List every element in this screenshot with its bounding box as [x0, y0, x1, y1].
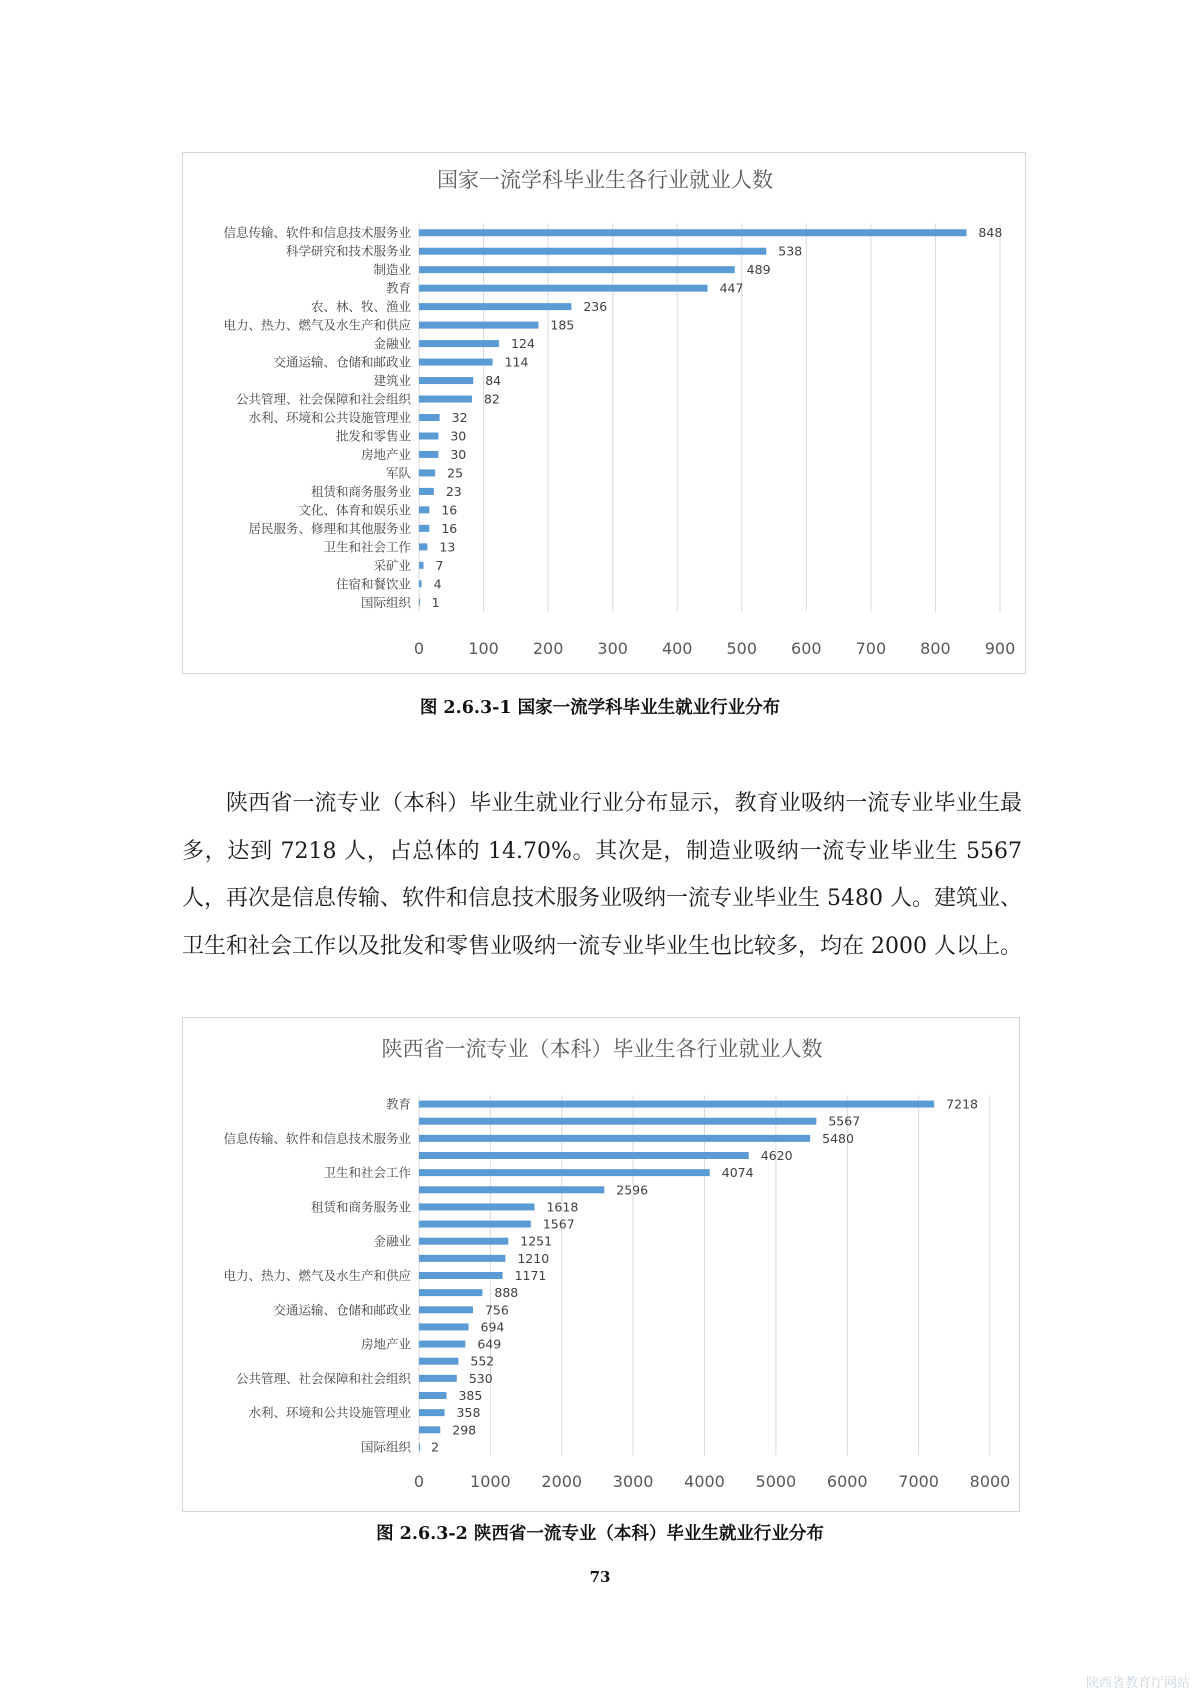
chart-2-bar	[419, 1392, 446, 1399]
chart-1-data-label: 236	[583, 299, 608, 315]
chart-1-data-label: 13	[439, 539, 456, 555]
chart-1-data-label: 32	[451, 410, 468, 425]
chart-2-x-tick: 5000	[755, 1472, 797, 1491]
chart-2-data-label: 694	[480, 1319, 505, 1335]
chart-1-bar	[419, 396, 472, 403]
chart-2-category-label: 教育	[385, 1096, 411, 1112]
chart-2-bar	[419, 1426, 440, 1433]
page-number: 73	[589, 1568, 611, 1586]
chart-2-data-label: 756	[484, 1302, 509, 1318]
chart-1-x-tick: 300	[597, 639, 628, 658]
chart-1-category-label: 卫生和社会工作	[323, 539, 411, 555]
chart-2-data-label: 4074	[721, 1165, 754, 1181]
chart-2-data-label: 552	[470, 1353, 495, 1369]
chart-2-x-tick: 0	[413, 1472, 425, 1491]
chart-2-category-label: 电力、热力、燃气及水生产和供应	[223, 1268, 411, 1283]
chart-2-data-label: 2596	[616, 1182, 649, 1198]
chart-1-x-tick: 900	[984, 639, 1016, 658]
chart-1-category-label: 建筑业	[373, 373, 411, 389]
chart-1-category-label: 租赁和商务服务业	[310, 483, 411, 499]
chart-1-data-label: 25	[447, 465, 464, 481]
chart-2-x-tick: 7000	[898, 1472, 939, 1491]
chart-2-category-label: 租赁和商务服务业	[310, 1199, 411, 1215]
chart-2-data-label: 1171	[514, 1268, 547, 1283]
chart-2-category-label: 交通运输、仓储和邮政业	[273, 1302, 411, 1318]
chart-2-category-label: 房地产业	[360, 1336, 411, 1352]
chart-2-bar	[419, 1118, 816, 1125]
chart-1-bar	[419, 580, 422, 587]
chart-1-bar	[419, 322, 538, 329]
chart-2-category-label: 水利、环境和公共设施管理业	[248, 1405, 411, 1421]
chart-1-category-label: 居民服务、修理和其他服务业	[248, 520, 411, 536]
chart-1-category-label: 农、林、牧、渔业	[310, 299, 411, 315]
chart-2-bar	[419, 1358, 458, 1365]
chart-1-bar	[419, 285, 708, 292]
chart-2-data-label: 1567	[542, 1216, 575, 1232]
chart-2-bar	[419, 1203, 534, 1210]
chart-1-x-tick: 400	[661, 639, 693, 658]
chart-2-bar	[419, 1323, 469, 1330]
chart-2-bar	[419, 1341, 465, 1348]
chart-2	[183, 1018, 1021, 1513]
chart-1-data-label: 16	[441, 520, 458, 536]
chart-2-bar	[419, 1135, 810, 1142]
chart-1-category-label: 教育	[385, 280, 411, 296]
chart-1-data-label: 7	[435, 557, 444, 573]
chart-1-data-label: 538	[778, 243, 803, 259]
chart-2-data-label: 385	[458, 1388, 483, 1403]
chart-2-bar	[419, 1375, 457, 1382]
chart-2-caption: 图 2.6.3-2 陕西省一流专业（本科）毕业生就业行业分布	[376, 1524, 824, 1544]
chart-1-data-label: 114	[504, 354, 529, 370]
chart-1-bar	[419, 340, 499, 347]
chart-1-x-tick: 800	[920, 639, 951, 658]
chart-1-bar	[419, 525, 429, 532]
chart-1-category-label: 公共管理、社会保障和社会组织	[235, 391, 411, 407]
chart-2-data-label: 5567	[828, 1113, 861, 1129]
chart-2-bar	[419, 1101, 934, 1108]
chart-2-category-label: 国际组织	[360, 1439, 411, 1455]
chart-2-frame	[182, 1017, 1020, 1512]
chart-2-bar	[419, 1409, 445, 1416]
chart-2-x-tick: 6000	[826, 1472, 868, 1491]
chart-2-title: 陕西省一流专业（本科）毕业生各行业就业人数	[381, 1037, 823, 1061]
chart-2-bar	[419, 1169, 710, 1176]
chart-1-bar	[419, 303, 571, 310]
chart-2-category-label: 信息传输、软件和信息技术服务业	[223, 1130, 411, 1146]
body-paragraph: 陕西省一流专业（本科）毕业生就业行业分布显示，教育业吸纳一流专业毕业生最多，达到 7218 人，占总体的 14.70%。其次是，制造业吸纳一流专业毕业生 5567 人，再次是信息传输、软件和信息技术服务业吸纳一流专业毕业生 5480 人。建筑业、卫生和社会工作以及批发和零售业吸纳一流专业毕业生也比较多，均在 2000 人以上。	[182, 791, 1022, 959]
chart-1-category-label: 交通运输、仓储和邮政业	[273, 354, 411, 370]
chart-1-category-label: 金融业	[373, 336, 411, 352]
chart-1-bar	[419, 359, 493, 366]
chart-1-x-tick: 200	[532, 639, 564, 658]
chart-1-category-label: 住宿和餐饮业	[335, 576, 411, 592]
chart-2-bar	[419, 1221, 531, 1228]
chart-2-data-label: 649	[477, 1336, 502, 1352]
chart-1-x-tick: 100	[468, 639, 499, 658]
chart-1-category-label: 文化、体育和娱乐业	[298, 502, 411, 518]
chart-1-category-label: 电力、热力、燃气及水生产和供应	[223, 317, 411, 333]
chart-2-bar	[419, 1443, 420, 1450]
chart-1-data-label: 1	[431, 594, 440, 610]
chart-1-bar	[419, 562, 424, 569]
chart-2-x-tick: 2000	[541, 1472, 583, 1491]
chart-2-category-label: 公共管理、社会保障和社会组织	[235, 1370, 411, 1386]
chart-2-data-label: 1618	[546, 1199, 579, 1215]
chart-1-category-label: 房地产业	[360, 446, 411, 462]
chart-1	[183, 153, 1027, 675]
chart-1-caption: 图 2.6.3-1 国家一流学科毕业生就业行业分布	[419, 698, 781, 718]
chart-2-bar	[419, 1152, 749, 1159]
chart-1-bar	[419, 543, 427, 550]
chart-1-bar	[419, 506, 429, 513]
chart-1-data-label: 848	[978, 225, 1003, 241]
chart-2-data-label: 1251	[520, 1233, 553, 1249]
chart-1-category-label: 军队	[385, 465, 411, 481]
chart-1-data-label: 4	[433, 576, 442, 592]
chart-1-bar	[419, 488, 434, 495]
chart-1-x-tick: 500	[726, 639, 758, 658]
watermark: 陕西省教育厅网站	[1085, 1676, 1190, 1691]
chart-2-data-label: 530	[468, 1370, 493, 1386]
chart-2-bar	[419, 1306, 473, 1313]
chart-1-bar	[419, 377, 473, 384]
chart-2-category-label: 金融业	[373, 1233, 411, 1249]
chart-2-bar	[419, 1272, 503, 1279]
chart-1-x-tick: 700	[855, 639, 887, 658]
chart-1-frame	[182, 152, 1026, 674]
chart-1-category-label: 信息传输、软件和信息技术服务业	[223, 225, 411, 241]
chart-2-data-label: 298	[452, 1422, 477, 1438]
chart-1-bar	[419, 599, 420, 606]
chart-2-bar	[419, 1238, 508, 1245]
chart-1-category-label: 水利、环境和公共设施管理业	[248, 410, 411, 425]
chart-1-bar	[419, 248, 766, 255]
chart-1-data-label: 447	[719, 280, 744, 296]
chart-1-bar	[419, 451, 438, 458]
chart-1-data-label: 82	[483, 391, 500, 407]
chart-1-data-label: 16	[441, 502, 458, 518]
chart-2-data-label: 1210	[517, 1250, 550, 1266]
chart-1-category-label: 制造业	[373, 262, 411, 278]
chart-1-category-label: 科学研究和技术服务业	[285, 243, 411, 259]
chart-1-bar	[419, 229, 966, 236]
chart-2-category-label: 卫生和社会工作	[323, 1165, 411, 1181]
chart-1-bar	[419, 432, 438, 439]
chart-2-x-tick: 8000	[969, 1472, 1011, 1491]
chart-2-x-tick: 4000	[684, 1472, 725, 1491]
chart-1-data-label: 124	[511, 336, 535, 352]
chart-1-bar	[419, 414, 440, 421]
chart-1-data-label: 30	[450, 446, 467, 462]
chart-2-data-label: 4620	[760, 1148, 793, 1163]
chart-1-data-label: 84	[485, 373, 502, 389]
chart-1-bar	[419, 266, 735, 273]
chart-1-category-label: 采矿业	[373, 557, 411, 573]
chart-2-data-label: 2	[431, 1439, 440, 1455]
chart-1-x-tick: 0	[413, 639, 425, 658]
chart-1-category-label: 批发和零售业	[335, 428, 411, 444]
chart-1-data-label: 489	[746, 262, 771, 278]
chart-2-data-label: 7218	[946, 1096, 978, 1112]
chart-1-x-tick: 600	[791, 639, 822, 658]
chart-2-x-tick: 3000	[612, 1472, 654, 1491]
chart-1-data-label: 185	[550, 317, 575, 333]
chart-1-data-label: 23	[445, 483, 462, 499]
chart-2-bar	[419, 1289, 482, 1296]
chart-2-data-label: 5480	[822, 1130, 854, 1146]
chart-2-x-tick: 1000	[470, 1472, 511, 1491]
chart-1-title: 国家一流学科毕业生各行业就业人数	[437, 168, 773, 192]
chart-2-data-label: 888	[494, 1285, 519, 1301]
chart-2-data-label: 358	[456, 1405, 481, 1421]
chart-2-bar	[419, 1255, 505, 1262]
chart-1-data-label: 30	[450, 428, 467, 444]
chart-2-bar	[419, 1186, 604, 1193]
chart-1-category-label: 国际组织	[360, 594, 411, 610]
chart-1-bar	[419, 469, 435, 476]
